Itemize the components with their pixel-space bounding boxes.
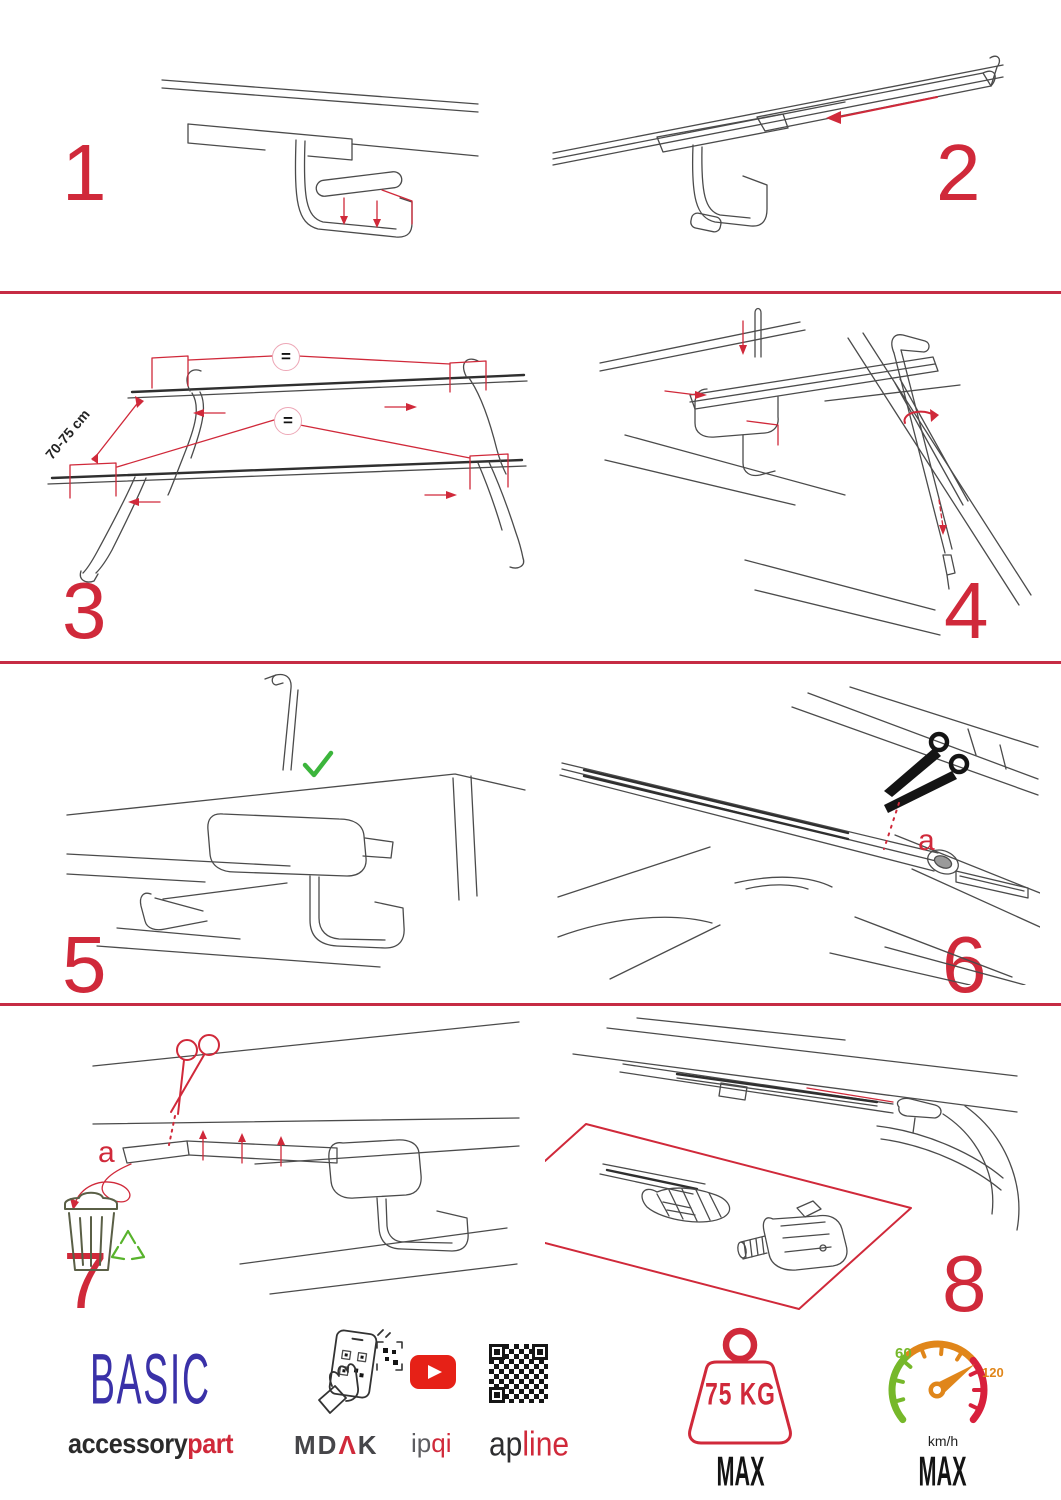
apline-black: ap	[489, 1425, 523, 1464]
strip-a-label: a	[918, 824, 935, 857]
detail-frame	[545, 1124, 911, 1309]
wordmark-black: accessory	[68, 1428, 188, 1459]
wordmark-red: part	[187, 1428, 234, 1459]
ipqi-gray: ip	[411, 1428, 432, 1458]
ipqi-red: qi	[431, 1428, 452, 1458]
scissors-icon	[171, 1035, 219, 1114]
step-6-illustration	[550, 685, 1040, 985]
brand-accessorypart	[68, 1430, 233, 1458]
mdak-lambda: Λ	[338, 1430, 358, 1460]
section-divider	[0, 1003, 1061, 1006]
cut-line-ticks	[199, 1130, 285, 1166]
strip-a-label: a	[98, 1136, 115, 1169]
insert-arrows	[340, 190, 412, 228]
youtube-icon	[410, 1355, 456, 1389]
brand-ipqi	[411, 1430, 452, 1456]
mdak-md: MD	[294, 1430, 339, 1460]
step-3-number: 3	[62, 566, 105, 655]
gauge-low-label: 60	[895, 1345, 912, 1362]
step-4-number: 4	[944, 566, 987, 655]
weight-value: 75 KG	[705, 1377, 776, 1413]
phone-qr-scan-icon	[305, 1328, 405, 1425]
speedometer-icon	[878, 1328, 1008, 1440]
section-divider	[0, 661, 1061, 664]
step-2-illustration	[545, 25, 1015, 260]
check-icon	[305, 753, 331, 775]
t-bolt-cap-part	[737, 1201, 847, 1270]
step-8-number: 8	[942, 1239, 985, 1328]
bar-distance-label: 70-75 cm	[42, 406, 93, 463]
qr-code	[489, 1344, 548, 1403]
step-2-number: 2	[936, 128, 979, 217]
step-5-number: 5	[62, 920, 105, 1009]
step-5-illustration	[55, 668, 535, 968]
section-divider	[0, 291, 1061, 294]
brand-mdak	[294, 1432, 379, 1458]
recycle-icon	[112, 1231, 144, 1259]
rotate-arrow	[905, 409, 947, 535]
speed-max-label: MAX	[918, 1449, 967, 1496]
step-6-number: 6	[942, 920, 985, 1009]
step-1-illustration	[140, 40, 480, 270]
step-4-illustration	[595, 305, 1035, 640]
step-1-number: 1	[62, 128, 105, 217]
mdak-k: K	[357, 1430, 379, 1460]
step-8-illustration	[545, 1012, 1045, 1328]
equal-overhang-badge: =	[274, 407, 302, 435]
weight-max-label: MAX	[716, 1449, 765, 1496]
brand-apline	[489, 1425, 570, 1464]
apline-red: line	[522, 1425, 570, 1464]
speed-unit-label: km/h	[927, 1433, 959, 1449]
step-7-number: 7	[63, 1236, 106, 1325]
equal-overhang-badge: =	[272, 343, 300, 371]
end-cap-part	[642, 1188, 730, 1222]
gauge-high-label: 120	[982, 1365, 1004, 1380]
scissors-icon	[884, 734, 967, 813]
brand-basic: BASIC	[90, 1340, 211, 1420]
